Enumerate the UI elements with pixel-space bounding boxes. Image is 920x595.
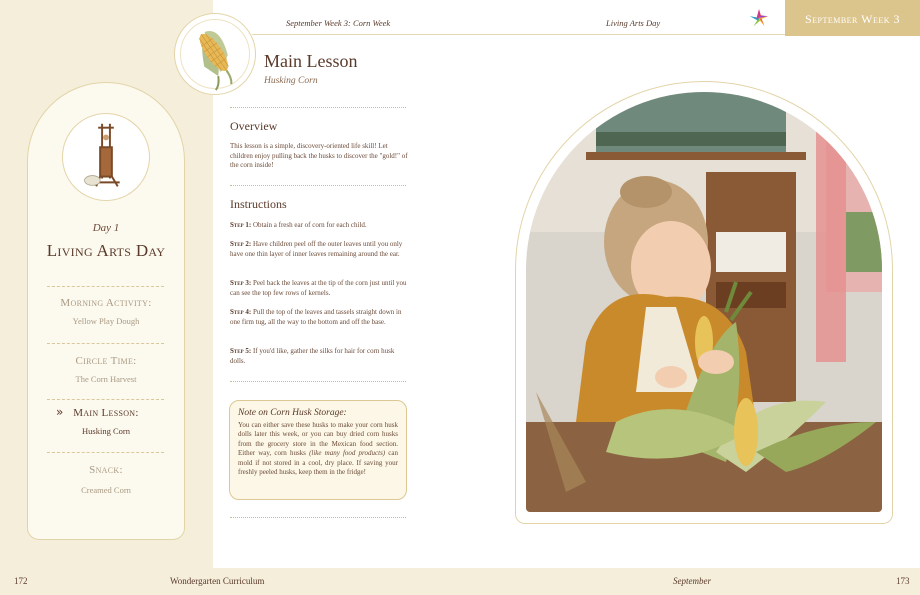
section-rule bbox=[230, 185, 406, 186]
sidebar-divider bbox=[47, 343, 164, 344]
overview-text: This lesson is a simple, discovery-oriented life skill! Let children enjoy pulling back the husks to discover the "gold!" of the corn inside! bbox=[230, 142, 408, 170]
chevron-right-icon: » bbox=[56, 405, 64, 419]
corn-badge bbox=[174, 13, 256, 95]
step-label: Step 3: bbox=[230, 279, 252, 287]
sidebar-divider bbox=[47, 399, 164, 400]
note-text: You can either save these husks to make your corn husk dolls later this week, or you can buy dried corn husks from the grocery store in the Mexican food section. Either way, corn husks bbox=[238, 421, 398, 458]
footer-month: September bbox=[673, 576, 711, 586]
step-text: Pull the top of the leaves and tassels straight down in one firm tug, all the way to the bottom and off the base. bbox=[230, 308, 402, 326]
sidebar-item-value-active: Husking Corn bbox=[82, 426, 130, 436]
child-husking-corn-illustration bbox=[526, 92, 882, 512]
page-title: Main Lesson bbox=[264, 51, 358, 71]
sidebar-item-value: Creamed Corn bbox=[81, 485, 131, 495]
sidebar-divider bbox=[47, 452, 164, 453]
step-item bbox=[230, 308, 408, 327]
step-item bbox=[230, 279, 408, 298]
section-rule bbox=[230, 107, 406, 108]
spinning-wheel-icon bbox=[63, 114, 149, 200]
sidebar-day: Day 1 bbox=[92, 222, 120, 234]
right-page-number: 173 bbox=[896, 576, 910, 586]
header-day-title: Living Arts Day bbox=[606, 18, 661, 28]
footer-book-title: Wondergarten Curriculum bbox=[170, 576, 265, 586]
step-item bbox=[230, 221, 408, 231]
star-logo-icon bbox=[750, 9, 768, 27]
sidebar-item-heading: Morning Activity: bbox=[60, 297, 152, 309]
storage-note bbox=[229, 400, 407, 500]
step-label: Step 2: bbox=[230, 240, 252, 248]
step-label: Step 4: bbox=[230, 308, 252, 316]
sidebar-item-heading-active: Main Lesson: bbox=[73, 407, 139, 419]
week-tab: September Week 3 bbox=[785, 0, 920, 36]
instructions-heading: Instructions bbox=[230, 197, 287, 211]
step-text: Have children peel off the outer leaves until you only have one thin layer of inner leaves remaining around the ear. bbox=[230, 240, 403, 258]
header-week-title: September Week 3: Corn Week bbox=[286, 18, 391, 28]
step-item bbox=[230, 240, 408, 259]
step-item bbox=[230, 347, 408, 366]
section-rule bbox=[230, 381, 406, 382]
sidebar-badge bbox=[62, 113, 150, 201]
header-rule bbox=[252, 34, 785, 35]
sidebar-divider bbox=[47, 286, 164, 287]
sidebar-title: Living Arts Day bbox=[46, 241, 166, 260]
step-text: Obtain a fresh ear of corn for each child. bbox=[252, 221, 367, 229]
left-page-number: 172 bbox=[14, 576, 28, 586]
step-text: If you'd like, gather the silks for hair for corn husk dolls. bbox=[230, 347, 395, 365]
sidebar-item-heading: Circle Time: bbox=[75, 355, 137, 367]
step-label: Step 1: bbox=[230, 221, 252, 229]
step-text: Peel back the leaves at the tip of the corn just until you can see the top few rows of kernels. bbox=[230, 279, 407, 297]
note-text: can mold if not stored in a cool, dry place. If saving your freshly peeled husks, keep them in the fridge! bbox=[238, 449, 399, 477]
section-rule bbox=[230, 517, 406, 518]
sidebar-item-value: Yellow Play Dough bbox=[72, 316, 140, 326]
sidebar-item-value: The Corn Harvest bbox=[75, 374, 137, 384]
sidebar-item-heading: Snack: bbox=[89, 464, 123, 476]
step-label: Step 5: bbox=[230, 347, 252, 355]
overview-heading: Overview bbox=[230, 119, 278, 133]
note-body bbox=[238, 421, 398, 477]
note-text-italic: (like many food products) bbox=[309, 449, 386, 458]
lesson-photo bbox=[526, 92, 882, 512]
note-title: Note on Corn Husk Storage: bbox=[238, 408, 347, 418]
page-subtitle: Husking Corn bbox=[264, 76, 318, 86]
footer bbox=[0, 568, 920, 595]
corn-icon bbox=[175, 14, 255, 94]
